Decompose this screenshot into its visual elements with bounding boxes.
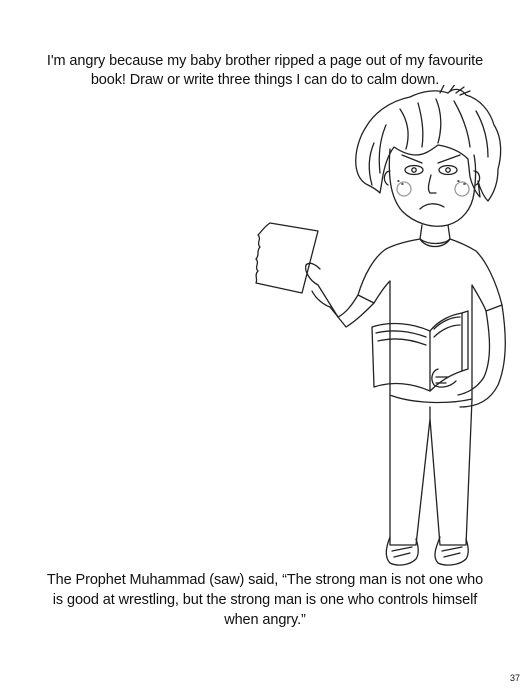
quote-line-1: The Prophet Muhammad (saw) said, “The strong man is not one who — [46, 572, 484, 588]
angry-boy-illustration-icon — [240, 85, 520, 575]
page-number: 37 — [509, 673, 520, 683]
prompt-line-2: book! Draw or write three things I can do to calm down. — [90, 72, 440, 88]
hadith-quote — [20, 570, 510, 630]
quote-line-2: is good at wrestling, but the strong man is one who controls himself — [52, 592, 478, 608]
prompt-line-1: I'm angry because my baby brother ripped a page out of my favourite — [46, 53, 484, 69]
quote-line-3: when angry.” — [224, 612, 306, 628]
